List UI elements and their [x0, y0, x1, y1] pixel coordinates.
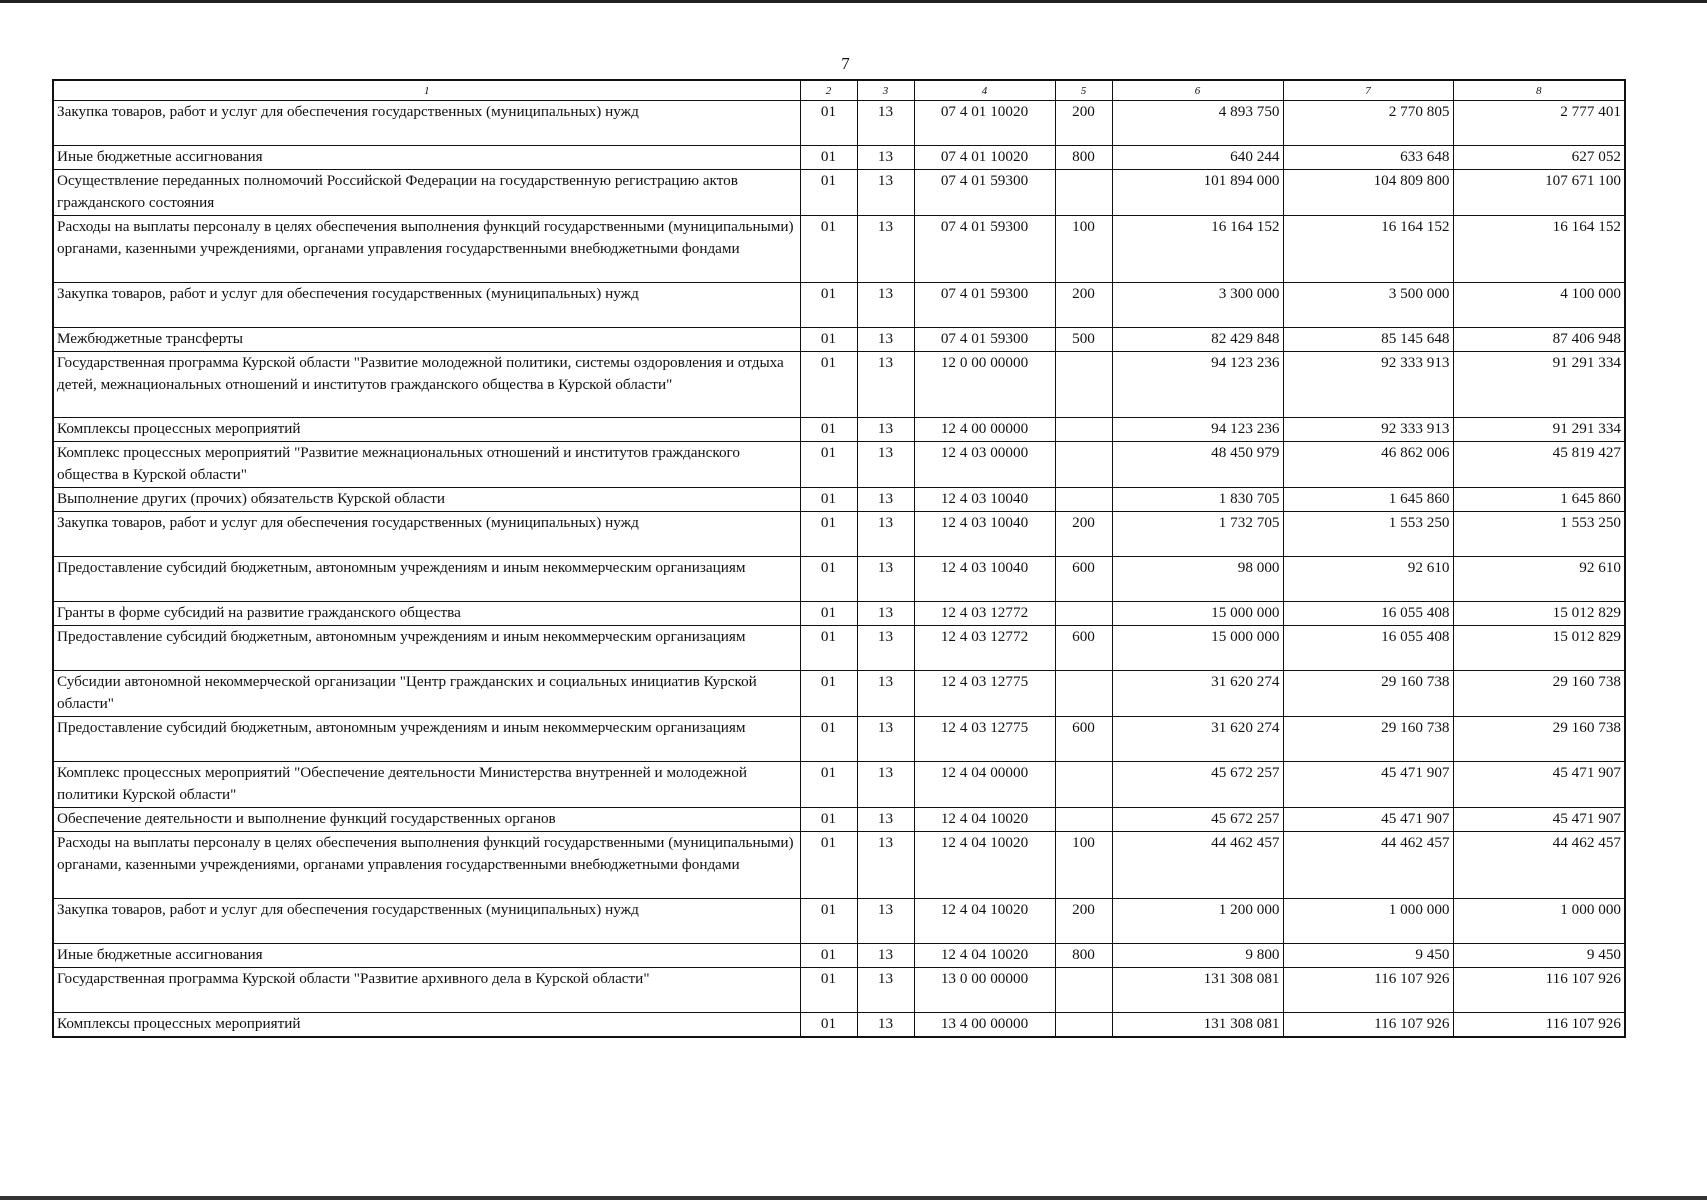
amount-col7: 16 055 408	[1283, 626, 1453, 671]
amount-col6: 640 244	[1112, 146, 1283, 170]
amount-col6: 15 000 000	[1112, 626, 1283, 671]
expense-type-code: 200	[1055, 512, 1112, 557]
section-code: 01	[800, 762, 857, 808]
row-name: Выполнение других (прочих) обязательств Курской области	[53, 488, 800, 512]
section-code: 01	[800, 418, 857, 442]
row-name: Закупка товаров, работ и услуг для обеспечения государственных (муниципальных) нужд	[53, 101, 800, 146]
amount-col6: 44 462 457	[1112, 832, 1283, 899]
amount-col7: 116 107 926	[1283, 967, 1453, 1012]
expense-type-code	[1055, 418, 1112, 442]
amount-col7: 1 645 860	[1283, 488, 1453, 512]
table-row	[53, 671, 1625, 717]
table-body	[53, 101, 1625, 1037]
section-code: 01	[800, 967, 857, 1012]
amount-col6: 94 123 236	[1112, 418, 1283, 442]
section-code: 01	[800, 327, 857, 351]
amount-col7: 3 500 000	[1283, 282, 1453, 327]
table-row	[53, 943, 1625, 967]
subsection-code: 13	[857, 943, 914, 967]
target-article-code: 12 4 00 00000	[914, 418, 1055, 442]
subsection-code: 13	[857, 557, 914, 602]
row-name: Закупка товаров, работ и услуг для обеспечения государственных (муниципальных) нужд	[53, 512, 800, 557]
table-row	[53, 351, 1625, 418]
subsection-code: 13	[857, 101, 914, 146]
expense-type-code: 100	[1055, 216, 1112, 283]
expense-type-code	[1055, 488, 1112, 512]
row-name: Комплексы процессных мероприятий	[53, 418, 800, 442]
amount-col8: 91 291 334	[1453, 418, 1625, 442]
table-row	[53, 832, 1625, 899]
section-code: 01	[800, 101, 857, 146]
amount-col7: 16 164 152	[1283, 216, 1453, 283]
amount-col7: 104 809 800	[1283, 170, 1453, 216]
row-name: Межбюджетные трансферты	[53, 327, 800, 351]
subsection-code: 13	[857, 442, 914, 488]
table-row	[53, 557, 1625, 602]
subsection-code: 13	[857, 898, 914, 943]
subsection-code: 13	[857, 170, 914, 216]
section-code: 01	[800, 557, 857, 602]
row-name: Гранты в форме субсидий на развитие гражданского общества	[53, 602, 800, 626]
amount-col6: 1 200 000	[1112, 898, 1283, 943]
expense-type-code	[1055, 1012, 1112, 1037]
amount-col6: 98 000	[1112, 557, 1283, 602]
table-row	[53, 808, 1625, 832]
column-header: 8	[1453, 80, 1625, 101]
row-name: Предоставление субсидий бюджетным, автономным учреждениям и иным некоммерческим организациям	[53, 557, 800, 602]
target-article-code: 12 4 03 12775	[914, 717, 1055, 762]
section-code: 01	[800, 602, 857, 626]
amount-col8: 1 645 860	[1453, 488, 1625, 512]
expense-type-code: 600	[1055, 557, 1112, 602]
amount-col7: 2 770 805	[1283, 101, 1453, 146]
amount-col6: 45 672 257	[1112, 808, 1283, 832]
amount-col8: 2 777 401	[1453, 101, 1625, 146]
amount-col7: 1 553 250	[1283, 512, 1453, 557]
amount-col8: 44 462 457	[1453, 832, 1625, 899]
expense-type-code: 800	[1055, 146, 1112, 170]
table-row	[53, 512, 1625, 557]
expense-type-code	[1055, 170, 1112, 216]
amount-col7: 16 055 408	[1283, 602, 1453, 626]
section-code: 01	[800, 808, 857, 832]
subsection-code: 13	[857, 717, 914, 762]
budget-table	[52, 79, 1626, 1038]
target-article-code: 12 4 04 10020	[914, 832, 1055, 899]
column-header: 6	[1112, 80, 1283, 101]
subsection-code: 13	[857, 967, 914, 1012]
amount-col7: 29 160 738	[1283, 671, 1453, 717]
table-row	[53, 602, 1625, 626]
amount-col6: 131 308 081	[1112, 1012, 1283, 1037]
expense-type-code	[1055, 671, 1112, 717]
target-article-code: 12 4 03 10040	[914, 512, 1055, 557]
expense-type-code: 200	[1055, 101, 1112, 146]
amount-col8: 116 107 926	[1453, 1012, 1625, 1037]
section-code: 01	[800, 146, 857, 170]
amount-col6: 15 000 000	[1112, 602, 1283, 626]
subsection-code: 13	[857, 512, 914, 557]
amount-col7: 92 333 913	[1283, 418, 1453, 442]
column-header: 7	[1283, 80, 1453, 101]
amount-col7: 116 107 926	[1283, 1012, 1453, 1037]
amount-col6: 94 123 236	[1112, 351, 1283, 418]
amount-col6: 1 830 705	[1112, 488, 1283, 512]
table-row	[53, 146, 1625, 170]
row-name: Предоставление субсидий бюджетным, автономным учреждениям и иным некоммерческим организациям	[53, 626, 800, 671]
amount-col6: 131 308 081	[1112, 967, 1283, 1012]
amount-col7: 92 333 913	[1283, 351, 1453, 418]
table-row	[53, 898, 1625, 943]
row-name: Закупка товаров, работ и услуг для обеспечения государственных (муниципальных) нужд	[53, 282, 800, 327]
target-article-code: 12 4 03 12772	[914, 626, 1055, 671]
section-code: 01	[800, 832, 857, 899]
amount-col8: 45 819 427	[1453, 442, 1625, 488]
target-article-code: 12 4 03 12772	[914, 602, 1055, 626]
amount-col6: 101 894 000	[1112, 170, 1283, 216]
section-code: 01	[800, 626, 857, 671]
amount-col7: 9 450	[1283, 943, 1453, 967]
amount-col6: 3 300 000	[1112, 282, 1283, 327]
amount-col7: 1 000 000	[1283, 898, 1453, 943]
subsection-code: 13	[857, 216, 914, 283]
amount-col7: 92 610	[1283, 557, 1453, 602]
row-name: Государственная программа Курской области "Развитие молодежной политики, системы оздоровления и отдыха детей, межнациональных отношений и институтов гражданского общества в Курской области"	[53, 351, 800, 418]
row-name: Иные бюджетные ассигнования	[53, 943, 800, 967]
amount-col7: 45 471 907	[1283, 808, 1453, 832]
subsection-code: 13	[857, 351, 914, 418]
table-row	[53, 101, 1625, 146]
amount-col6: 31 620 274	[1112, 671, 1283, 717]
section-code: 01	[800, 717, 857, 762]
page-number	[0, 54, 1707, 74]
table-row	[53, 626, 1625, 671]
table-row	[53, 967, 1625, 1012]
expense-type-code	[1055, 442, 1112, 488]
target-article-code: 12 4 03 10040	[914, 488, 1055, 512]
row-name: Обеспечение деятельности и выполнение функций государственных органов	[53, 808, 800, 832]
section-code: 01	[800, 282, 857, 327]
table-row	[53, 717, 1625, 762]
expense-type-code: 200	[1055, 282, 1112, 327]
amount-col7: 85 145 648	[1283, 327, 1453, 351]
table-row	[53, 762, 1625, 808]
amount-col8: 1 553 250	[1453, 512, 1625, 557]
subsection-code: 13	[857, 762, 914, 808]
amount-col6: 82 429 848	[1112, 327, 1283, 351]
table-row	[53, 442, 1625, 488]
expense-type-code: 500	[1055, 327, 1112, 351]
amount-col8: 29 160 738	[1453, 671, 1625, 717]
amount-col8: 4 100 000	[1453, 282, 1625, 327]
section-code: 01	[800, 442, 857, 488]
page-number-text: 7	[841, 54, 850, 73]
row-name: Расходы на выплаты персоналу в целях обеспечения выполнения функций государственными (муниципальными) органами, казенными учреждениями, органами управления государственными внебюджетными фондами	[53, 832, 800, 899]
amount-col7: 46 862 006	[1283, 442, 1453, 488]
expense-type-code	[1055, 762, 1112, 808]
section-code: 01	[800, 351, 857, 418]
amount-col6: 16 164 152	[1112, 216, 1283, 283]
amount-col8: 116 107 926	[1453, 967, 1625, 1012]
expense-type-code	[1055, 967, 1112, 1012]
subsection-code: 13	[857, 146, 914, 170]
table-row	[53, 327, 1625, 351]
amount-col8: 91 291 334	[1453, 351, 1625, 418]
target-article-code: 07 4 01 59300	[914, 170, 1055, 216]
target-article-code: 12 4 03 00000	[914, 442, 1055, 488]
subsection-code: 13	[857, 488, 914, 512]
amount-col7: 633 648	[1283, 146, 1453, 170]
row-name: Закупка товаров, работ и услуг для обеспечения государственных (муниципальных) нужд	[53, 898, 800, 943]
section-code: 01	[800, 898, 857, 943]
table-row	[53, 1012, 1625, 1037]
target-article-code: 12 4 04 10020	[914, 808, 1055, 832]
amount-col8: 1 000 000	[1453, 898, 1625, 943]
table-row	[53, 216, 1625, 283]
amount-col8: 9 450	[1453, 943, 1625, 967]
amount-col8: 16 164 152	[1453, 216, 1625, 283]
section-code: 01	[800, 671, 857, 717]
target-article-code: 07 4 01 59300	[914, 327, 1055, 351]
column-header: 3	[857, 80, 914, 101]
subsection-code: 13	[857, 626, 914, 671]
amount-col8: 15 012 829	[1453, 602, 1625, 626]
amount-col8: 87 406 948	[1453, 327, 1625, 351]
target-article-code: 12 4 04 10020	[914, 943, 1055, 967]
subsection-code: 13	[857, 808, 914, 832]
expense-type-code	[1055, 351, 1112, 418]
row-name: Субсидии автономной некоммерческой организации "Центр гражданских и социальных инициатив Курской области"	[53, 671, 800, 717]
section-code: 01	[800, 512, 857, 557]
expense-type-code: 800	[1055, 943, 1112, 967]
target-article-code: 12 0 00 00000	[914, 351, 1055, 418]
expense-type-code	[1055, 602, 1112, 626]
table-row	[53, 488, 1625, 512]
table-header-row	[53, 80, 1625, 101]
section-code: 01	[800, 943, 857, 967]
target-article-code: 13 0 00 00000	[914, 967, 1055, 1012]
amount-col7: 44 462 457	[1283, 832, 1453, 899]
target-article-code: 07 4 01 10020	[914, 146, 1055, 170]
scan-edge-top	[0, 0, 1707, 3]
target-article-code: 07 4 01 10020	[914, 101, 1055, 146]
section-code: 01	[800, 488, 857, 512]
row-name: Комплекс процессных мероприятий "Обеспечение деятельности Министерства внутренней и молодежной политики Курской области"	[53, 762, 800, 808]
table-row	[53, 282, 1625, 327]
row-name: Государственная программа Курской области "Развитие архивного дела в Курской области"	[53, 967, 800, 1012]
subsection-code: 13	[857, 671, 914, 717]
amount-col6: 45 672 257	[1112, 762, 1283, 808]
amount-col8: 92 610	[1453, 557, 1625, 602]
target-article-code: 12 4 03 12775	[914, 671, 1055, 717]
amount-col7: 45 471 907	[1283, 762, 1453, 808]
target-article-code: 13 4 00 00000	[914, 1012, 1055, 1037]
section-code: 01	[800, 1012, 857, 1037]
expense-type-code: 200	[1055, 898, 1112, 943]
amount-col8: 45 471 907	[1453, 762, 1625, 808]
expense-type-code: 600	[1055, 626, 1112, 671]
column-header: 1	[53, 80, 800, 101]
expense-type-code: 600	[1055, 717, 1112, 762]
column-header: 2	[800, 80, 857, 101]
row-name: Комплексы процессных мероприятий	[53, 1012, 800, 1037]
amount-col7: 29 160 738	[1283, 717, 1453, 762]
table-row	[53, 418, 1625, 442]
amount-col6: 1 732 705	[1112, 512, 1283, 557]
column-header: 4	[914, 80, 1055, 101]
row-name: Комплекс процессных мероприятий "Развитие межнациональных отношений и институтов гражданского общества в Курской области"	[53, 442, 800, 488]
scan-edge-bottom	[0, 1196, 1707, 1200]
subsection-code: 13	[857, 327, 914, 351]
amount-col8: 627 052	[1453, 146, 1625, 170]
table-row	[53, 170, 1625, 216]
expense-type-code	[1055, 808, 1112, 832]
subsection-code: 13	[857, 602, 914, 626]
row-name: Осуществление переданных полномочий Российской Федерации на государственную регистрацию актов гражданского состояния	[53, 170, 800, 216]
amount-col6: 31 620 274	[1112, 717, 1283, 762]
row-name: Предоставление субсидий бюджетным, автономным учреждениям и иным некоммерческим организациям	[53, 717, 800, 762]
column-header: 5	[1055, 80, 1112, 101]
target-article-code: 12 4 04 10020	[914, 898, 1055, 943]
target-article-code: 07 4 01 59300	[914, 282, 1055, 327]
row-name: Расходы на выплаты персоналу в целях обеспечения выполнения функций государственными (муниципальными) органами, казенными учреждениями, органами управления государственными внебюджетными фондами	[53, 216, 800, 283]
section-code: 01	[800, 216, 857, 283]
target-article-code: 12 4 04 00000	[914, 762, 1055, 808]
amount-col8: 107 671 100	[1453, 170, 1625, 216]
amount-col8: 15 012 829	[1453, 626, 1625, 671]
subsection-code: 13	[857, 832, 914, 899]
subsection-code: 13	[857, 282, 914, 327]
amount-col8: 45 471 907	[1453, 808, 1625, 832]
expense-type-code: 100	[1055, 832, 1112, 899]
subsection-code: 13	[857, 1012, 914, 1037]
amount-col6: 48 450 979	[1112, 442, 1283, 488]
amount-col8: 29 160 738	[1453, 717, 1625, 762]
subsection-code: 13	[857, 418, 914, 442]
row-name: Иные бюджетные ассигнования	[53, 146, 800, 170]
target-article-code: 12 4 03 10040	[914, 557, 1055, 602]
amount-col6: 4 893 750	[1112, 101, 1283, 146]
section-code: 01	[800, 170, 857, 216]
target-article-code: 07 4 01 59300	[914, 216, 1055, 283]
amount-col6: 9 800	[1112, 943, 1283, 967]
